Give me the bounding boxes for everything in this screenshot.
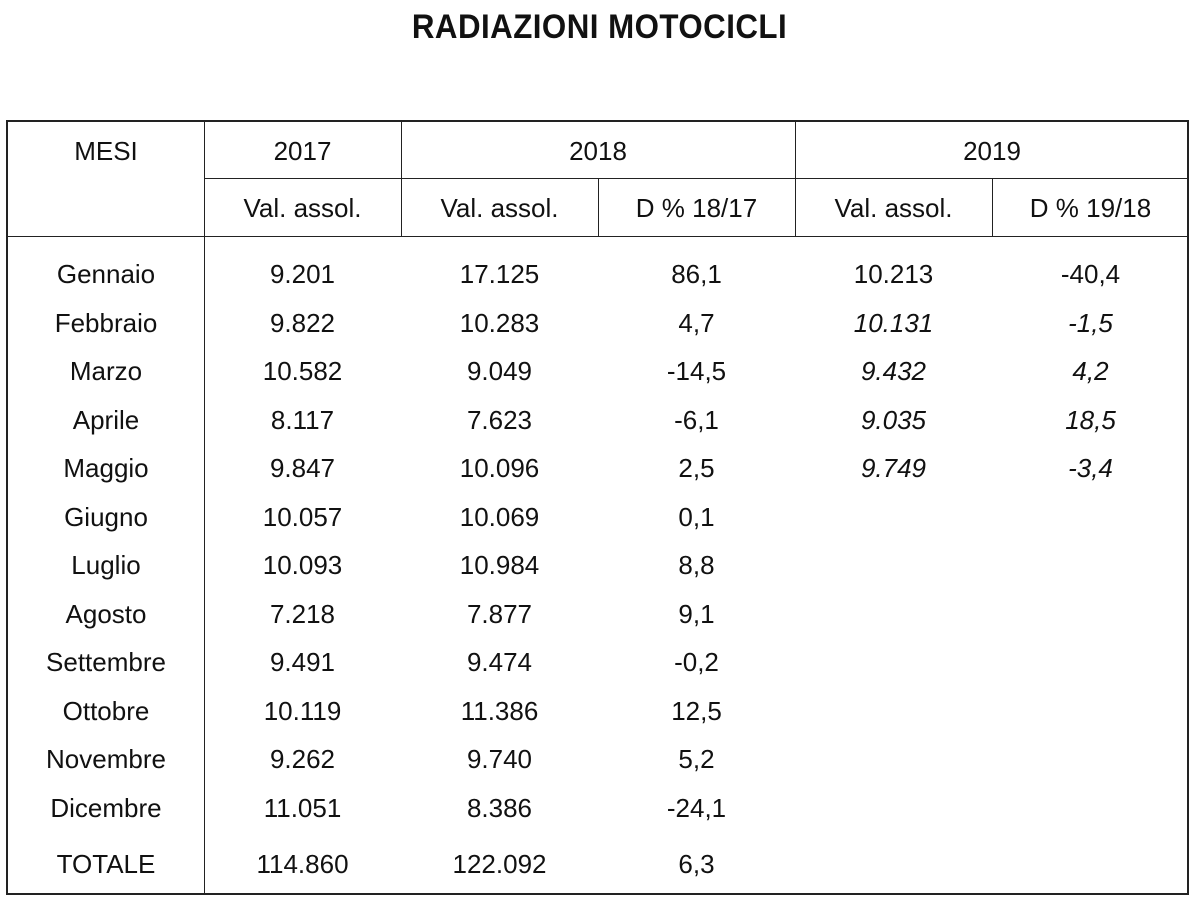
- subheader-5: D % 19/18: [1029, 193, 1152, 223]
- table-cell-v2017: 9.491: [269, 647, 336, 677]
- table-cell-month: Gennaio: [56, 259, 156, 289]
- table-cell-d1918: 4,2: [1072, 356, 1109, 386]
- table-cell-v2018: 9.049: [466, 356, 533, 386]
- header-mesi: MESI: [74, 136, 138, 166]
- page-title: RADIAZIONI MOTOCICLI: [411, 8, 788, 46]
- table-cell-d1817: 4,7: [678, 307, 715, 338]
- total-cell-v2017: 114.860: [256, 849, 349, 879]
- table-cell-d1918: -40,4: [1060, 259, 1121, 289]
- subheader-1: Val. assol.: [243, 193, 362, 223]
- table-cell-v2017: 9.262: [269, 744, 336, 774]
- table-cell-d1918: -1,5: [1068, 307, 1113, 338]
- table-cell-v2017: 10.093: [262, 550, 343, 580]
- header-bottom-line: [8, 236, 1189, 237]
- table-cell-d1817: 86,1: [671, 259, 722, 289]
- table-cell-month: Agosto: [65, 598, 147, 629]
- table-cell-month: Maggio: [63, 453, 149, 483]
- table-cell-month: Giugno: [64, 501, 148, 532]
- header-divider: [204, 178, 1189, 179]
- table-cell-d1817: 5,2: [678, 744, 715, 774]
- header-year-2017: 2017: [273, 136, 332, 166]
- table-cell-v2017: 9.201: [269, 259, 336, 289]
- total-cell-d1817: 6,3: [678, 849, 715, 879]
- table-cell-d1817: 12,5: [671, 695, 722, 726]
- data-table: [6, 120, 1189, 895]
- total-cell-month: TOTALE: [56, 849, 156, 879]
- table-cell-v2018: 17.125: [459, 259, 540, 289]
- table-cell-v2018: 9.740: [466, 744, 533, 774]
- table-cell-v2017: 8.117: [270, 404, 335, 435]
- table-cell-d1817: 0,1: [678, 501, 715, 532]
- table-cell-v2018: 10.096: [459, 453, 540, 483]
- table-cell-v2019: 9.432: [860, 356, 927, 386]
- table-cell-d1817: -14,5: [666, 356, 727, 386]
- table-cell-v2019: 10.131: [853, 307, 934, 338]
- table-cell-v2017: 7.218: [269, 598, 336, 629]
- subheader-4: Val. assol.: [834, 193, 953, 223]
- table-cell-v2017: 11.051: [263, 792, 342, 823]
- table-cell-month: Marzo: [69, 356, 143, 386]
- table-cell-v2018: 10.283: [459, 307, 540, 338]
- table-cell-v2017: 9.822: [269, 307, 336, 338]
- header-year-2019: 2019: [963, 136, 1021, 166]
- table-cell-v2019: 10.213: [853, 259, 934, 289]
- table-cell-d1817: 8,8: [678, 550, 715, 580]
- table-cell-d1817: 9,1: [678, 598, 715, 629]
- table-cell-v2019: 9.749: [860, 453, 927, 483]
- subheader-2: Val. assol.: [440, 193, 559, 223]
- table-cell-d1817: -24,1: [666, 792, 727, 823]
- table-cell-month: Aprile: [72, 404, 140, 435]
- subheader-3: D % 18/17: [635, 193, 758, 223]
- table-cell-v2017: 10.582: [262, 356, 343, 386]
- table-cell-v2017: 10.057: [262, 501, 343, 532]
- table-cell-month: Luglio: [71, 550, 141, 580]
- table-cell-v2018: 9.474: [466, 647, 533, 677]
- table-cell-v2018: 11.386: [460, 695, 539, 726]
- table-cell-v2018: 7.877: [466, 598, 533, 629]
- table-cell-d1817: -0,2: [674, 647, 719, 677]
- table-cell-month: Settembre: [46, 647, 166, 677]
- table-cell-v2017: 10.119: [263, 695, 342, 726]
- table-cell-v2018: 7.623: [466, 404, 533, 435]
- table-cell-v2019: 9.035: [860, 404, 927, 435]
- table-cell-v2018: 8.386: [466, 792, 533, 823]
- table-cell-d1817: 2,5: [678, 453, 715, 483]
- table-cell-d1817: -6,1: [674, 404, 719, 435]
- total-cell-v2018: 122.092: [452, 849, 547, 879]
- table-cell-month: Dicembre: [50, 792, 162, 823]
- table-cell-v2018: 10.984: [459, 550, 540, 580]
- table-cell-d1918: 18,5: [1065, 404, 1116, 435]
- table-cell-month: Febbraio: [54, 307, 158, 338]
- table-cell-d1918: -3,4: [1068, 453, 1113, 483]
- table-cell-v2018: 10.069: [459, 501, 540, 532]
- table-cell-v2017: 9.847: [269, 453, 336, 483]
- header-year-2018: 2018: [569, 136, 627, 166]
- table-cell-month: Novembre: [46, 744, 166, 774]
- table-cell-month: Ottobre: [62, 695, 150, 726]
